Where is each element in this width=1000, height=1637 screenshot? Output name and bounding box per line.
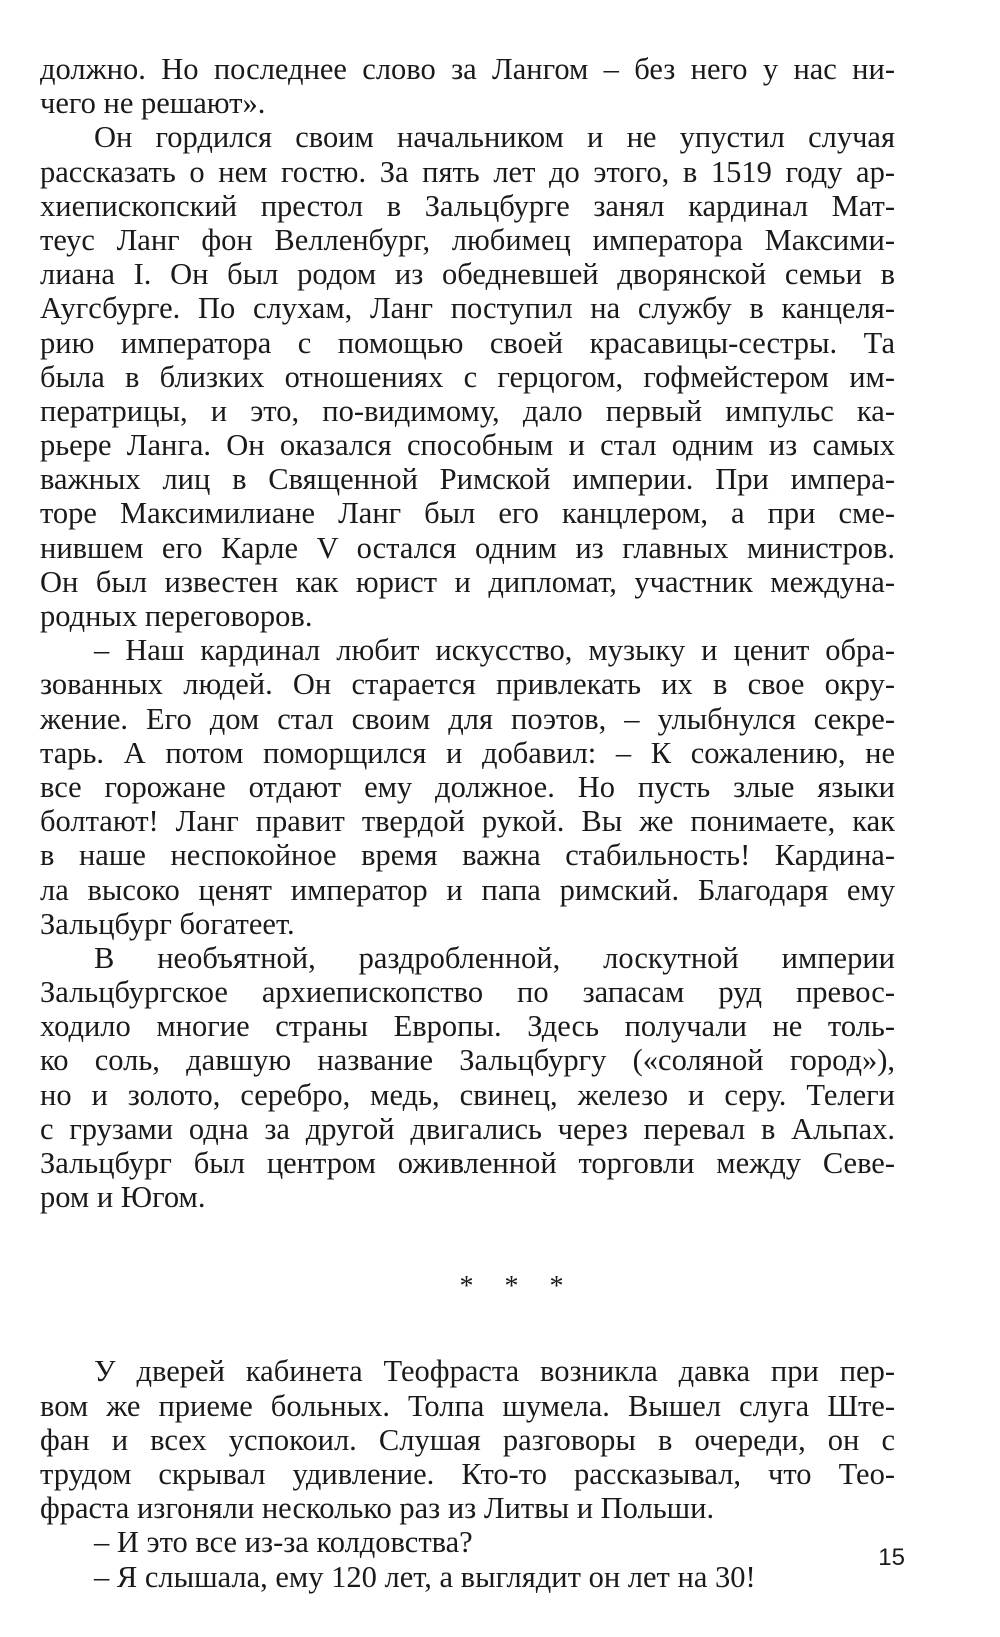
book-page — [40, 52, 895, 1594]
text-line: рию императора с помощью своей красавицы-сестры. Та — [40, 325, 895, 360]
text-line: важных лиц в Священной Римской империи. При импера- — [40, 462, 895, 497]
spacer — [40, 1304, 895, 1354]
text-line: фан и всех успокоил. Слушая разговоры в очереди, он с — [40, 1422, 895, 1457]
text-line: ходило многие страны Европы. Здесь получали не толь- — [40, 1009, 895, 1044]
page-number: 15 — [878, 1544, 905, 1571]
text-line: торе Максимилиане Ланг был его канцлером, а при сме- — [40, 496, 895, 531]
text-line: Он был известен как юрист и дипломат, участник междуна- — [40, 564, 895, 599]
paragraph — [40, 1525, 895, 1559]
text-line: родных переговоров. — [40, 599, 313, 633]
text-line: трудом скрывал удивление. Кто-то рассказывал, что Тео- — [40, 1456, 895, 1491]
text-line: Зальцбург был центром оживленной торговли между Севе- — [40, 1146, 895, 1180]
text-line: вом же приеме больных. Толпа шумела. Вышел слуга Ште- — [40, 1388, 895, 1423]
text-line: Зальцбург богатеет. — [40, 906, 295, 941]
text-line: нившем его Карле V остался одним из главных министров. — [40, 530, 895, 565]
text-line: В необъятной, раздробленной, лоскутной империи — [94, 940, 895, 975]
text-line: болтают! Ланг правит твердой рукой. Вы же понимаете, как — [40, 804, 895, 839]
paragraph — [40, 52, 895, 120]
text-line: – И это все из-за колдовства? — [94, 1525, 473, 1560]
section-separator: * * * — [459, 1271, 576, 1303]
text-line: зованных людей. Он старается привлекать их в свое окру- — [40, 667, 895, 702]
text-line: хиепископский престол в Зальцбурге занял кардинал Мат- — [40, 188, 895, 223]
paragraph — [40, 941, 895, 1215]
text-line: теус Ланг фон Велленбург, любимец императора Максими- — [40, 222, 895, 257]
text-line: ром и Югом. — [40, 1180, 206, 1215]
text-line: в наше неспокойное время важна стабильность! Кардина- — [40, 838, 895, 873]
text-line: лиана I. Он был родом из обедневшей дворянской семьи в — [40, 257, 895, 292]
text-line: ко соль, давшую название Зальцбургу («соляной город»), — [40, 1043, 895, 1078]
text-line: рьере Ланга. Он оказался способным и стал одним из самых — [40, 428, 895, 463]
text-line: Он гордился своим начальником и не упустил случая — [94, 120, 895, 155]
text-line: – Я слышала, ему 120 лет, а выглядит он лет на 30! — [94, 1559, 756, 1594]
text-line: рассказать о нем гостю. За пять лет до этого, в 1519 году ар- — [40, 154, 895, 189]
text-line: ла высоко ценят император и папа римский. Благодаря ему — [40, 872, 895, 907]
text-line: с грузами одна за другой двигались через перевал в Альпах. — [40, 1111, 895, 1146]
text-line: Аугсбурге. По слухам, Ланг поступил на службу в канцеля- — [40, 291, 895, 326]
paragraph — [40, 1354, 895, 1525]
text-line: чего не решают». — [40, 86, 266, 121]
text-line: У дверей кабинета Теофраста возникла давка при пер- — [94, 1354, 895, 1389]
spacer — [40, 1214, 895, 1270]
text-line: все горожане отдают ему должное. Но пусть злые языки — [40, 769, 895, 804]
text-line: жение. Его дом стал своим для поэтов, – улыбнулся секре- — [40, 701, 895, 736]
paragraph — [40, 633, 895, 941]
text-line: но и золото, серебро, медь, свинец, железо и серу. Телеги — [40, 1077, 895, 1112]
text-line: Зальцбургское архиепископство по запасам руд превос- — [40, 975, 895, 1010]
text-line: была в близких отношениях с герцогом, гофмейстером им- — [40, 359, 895, 394]
text-line: тарь. А потом поморщился и добавил: – К сожалению, не — [40, 735, 895, 770]
paragraph — [40, 1560, 895, 1594]
text-line: должно. Но последнее слово за Лангом – без него у нас ни- — [40, 52, 895, 86]
paragraph — [40, 120, 895, 633]
text-line: фраста изгоняли несколько раз из Литвы и Польши. — [40, 1491, 715, 1526]
text-line: – Наш кардинал любит искусство, музыку и ценит обра- — [94, 633, 895, 668]
text-line: ператрицы, и это, по-видимому, дало первый импульс ка- — [40, 393, 895, 428]
